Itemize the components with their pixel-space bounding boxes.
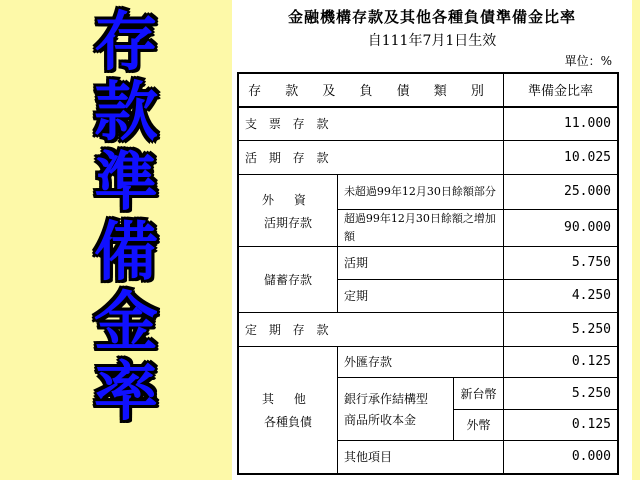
row-sub-group-label-line: 銀行承作結構型	[343, 392, 428, 406]
row-rate: 0.125	[503, 409, 618, 440]
table-row	[238, 175, 618, 210]
side-title-char: 備	[94, 216, 158, 290]
row-label: 定 期 存 款	[238, 313, 503, 347]
row-label: 外匯存款	[337, 346, 503, 377]
row-rate: 5.250	[503, 313, 618, 347]
table-header-row	[238, 73, 618, 107]
table-row	[238, 313, 618, 347]
reserve-ratio-table	[237, 72, 619, 475]
side-title-char: 存	[94, 6, 158, 80]
row-label: 支 票 存 款	[238, 107, 503, 141]
table-row	[238, 247, 618, 279]
side-title-char: 款	[94, 76, 158, 150]
row-label: 活 期 存 款	[238, 140, 503, 175]
document-title: 金融機構存款及其他各種負債準備金比率	[287, 8, 576, 26]
table-row	[238, 346, 618, 377]
row-group-label-line: 外 資	[262, 192, 314, 207]
row-group-label	[238, 346, 337, 474]
row-rate: 5.250	[503, 378, 618, 409]
row-label: 超過99年12月30日餘額之增加額	[337, 209, 503, 247]
row-group-label: 儲蓄存款	[238, 247, 337, 313]
row-rate: 4.250	[503, 279, 618, 313]
rate-header: 準備金比率	[503, 73, 618, 107]
table-row	[238, 140, 618, 175]
row-sub-group-label	[337, 378, 453, 441]
row-rate: 11.000	[503, 107, 618, 141]
row-label: 新台幣	[454, 378, 504, 409]
row-rate: 90.000	[503, 209, 618, 247]
row-rate: 0.000	[503, 440, 618, 474]
row-group-label-line: 各種負債	[263, 414, 312, 429]
side-title	[84, 8, 168, 428]
row-label: 外幣	[454, 409, 504, 440]
row-rate: 5.750	[503, 247, 618, 279]
row-group-label-line: 其 他	[262, 391, 314, 406]
table-row	[238, 107, 618, 141]
row-rate: 10.025	[503, 140, 618, 175]
side-title-char: 準	[94, 146, 158, 220]
row-label: 其他項目	[337, 440, 503, 474]
row-label: 定期	[337, 279, 503, 313]
row-rate: 25.000	[503, 175, 618, 210]
row-rate: 0.125	[503, 346, 618, 377]
row-group-label-line: 活期存款	[263, 215, 312, 230]
side-title-char: 率	[94, 356, 158, 430]
effective-date: 自111年7月1日生效	[367, 33, 497, 49]
row-group-label	[238, 175, 337, 247]
row-sub-group-label-line: 商品所收本金	[343, 413, 416, 427]
document-page	[232, 0, 632, 480]
row-label: 活期	[337, 247, 503, 279]
side-title-char: 金	[94, 286, 158, 360]
category-header: 存 款 及 負 債 類 別	[238, 73, 503, 107]
unit-label: 單位：%	[564, 54, 612, 68]
row-label: 未超過99年12月30日餘額部分	[337, 175, 503, 210]
